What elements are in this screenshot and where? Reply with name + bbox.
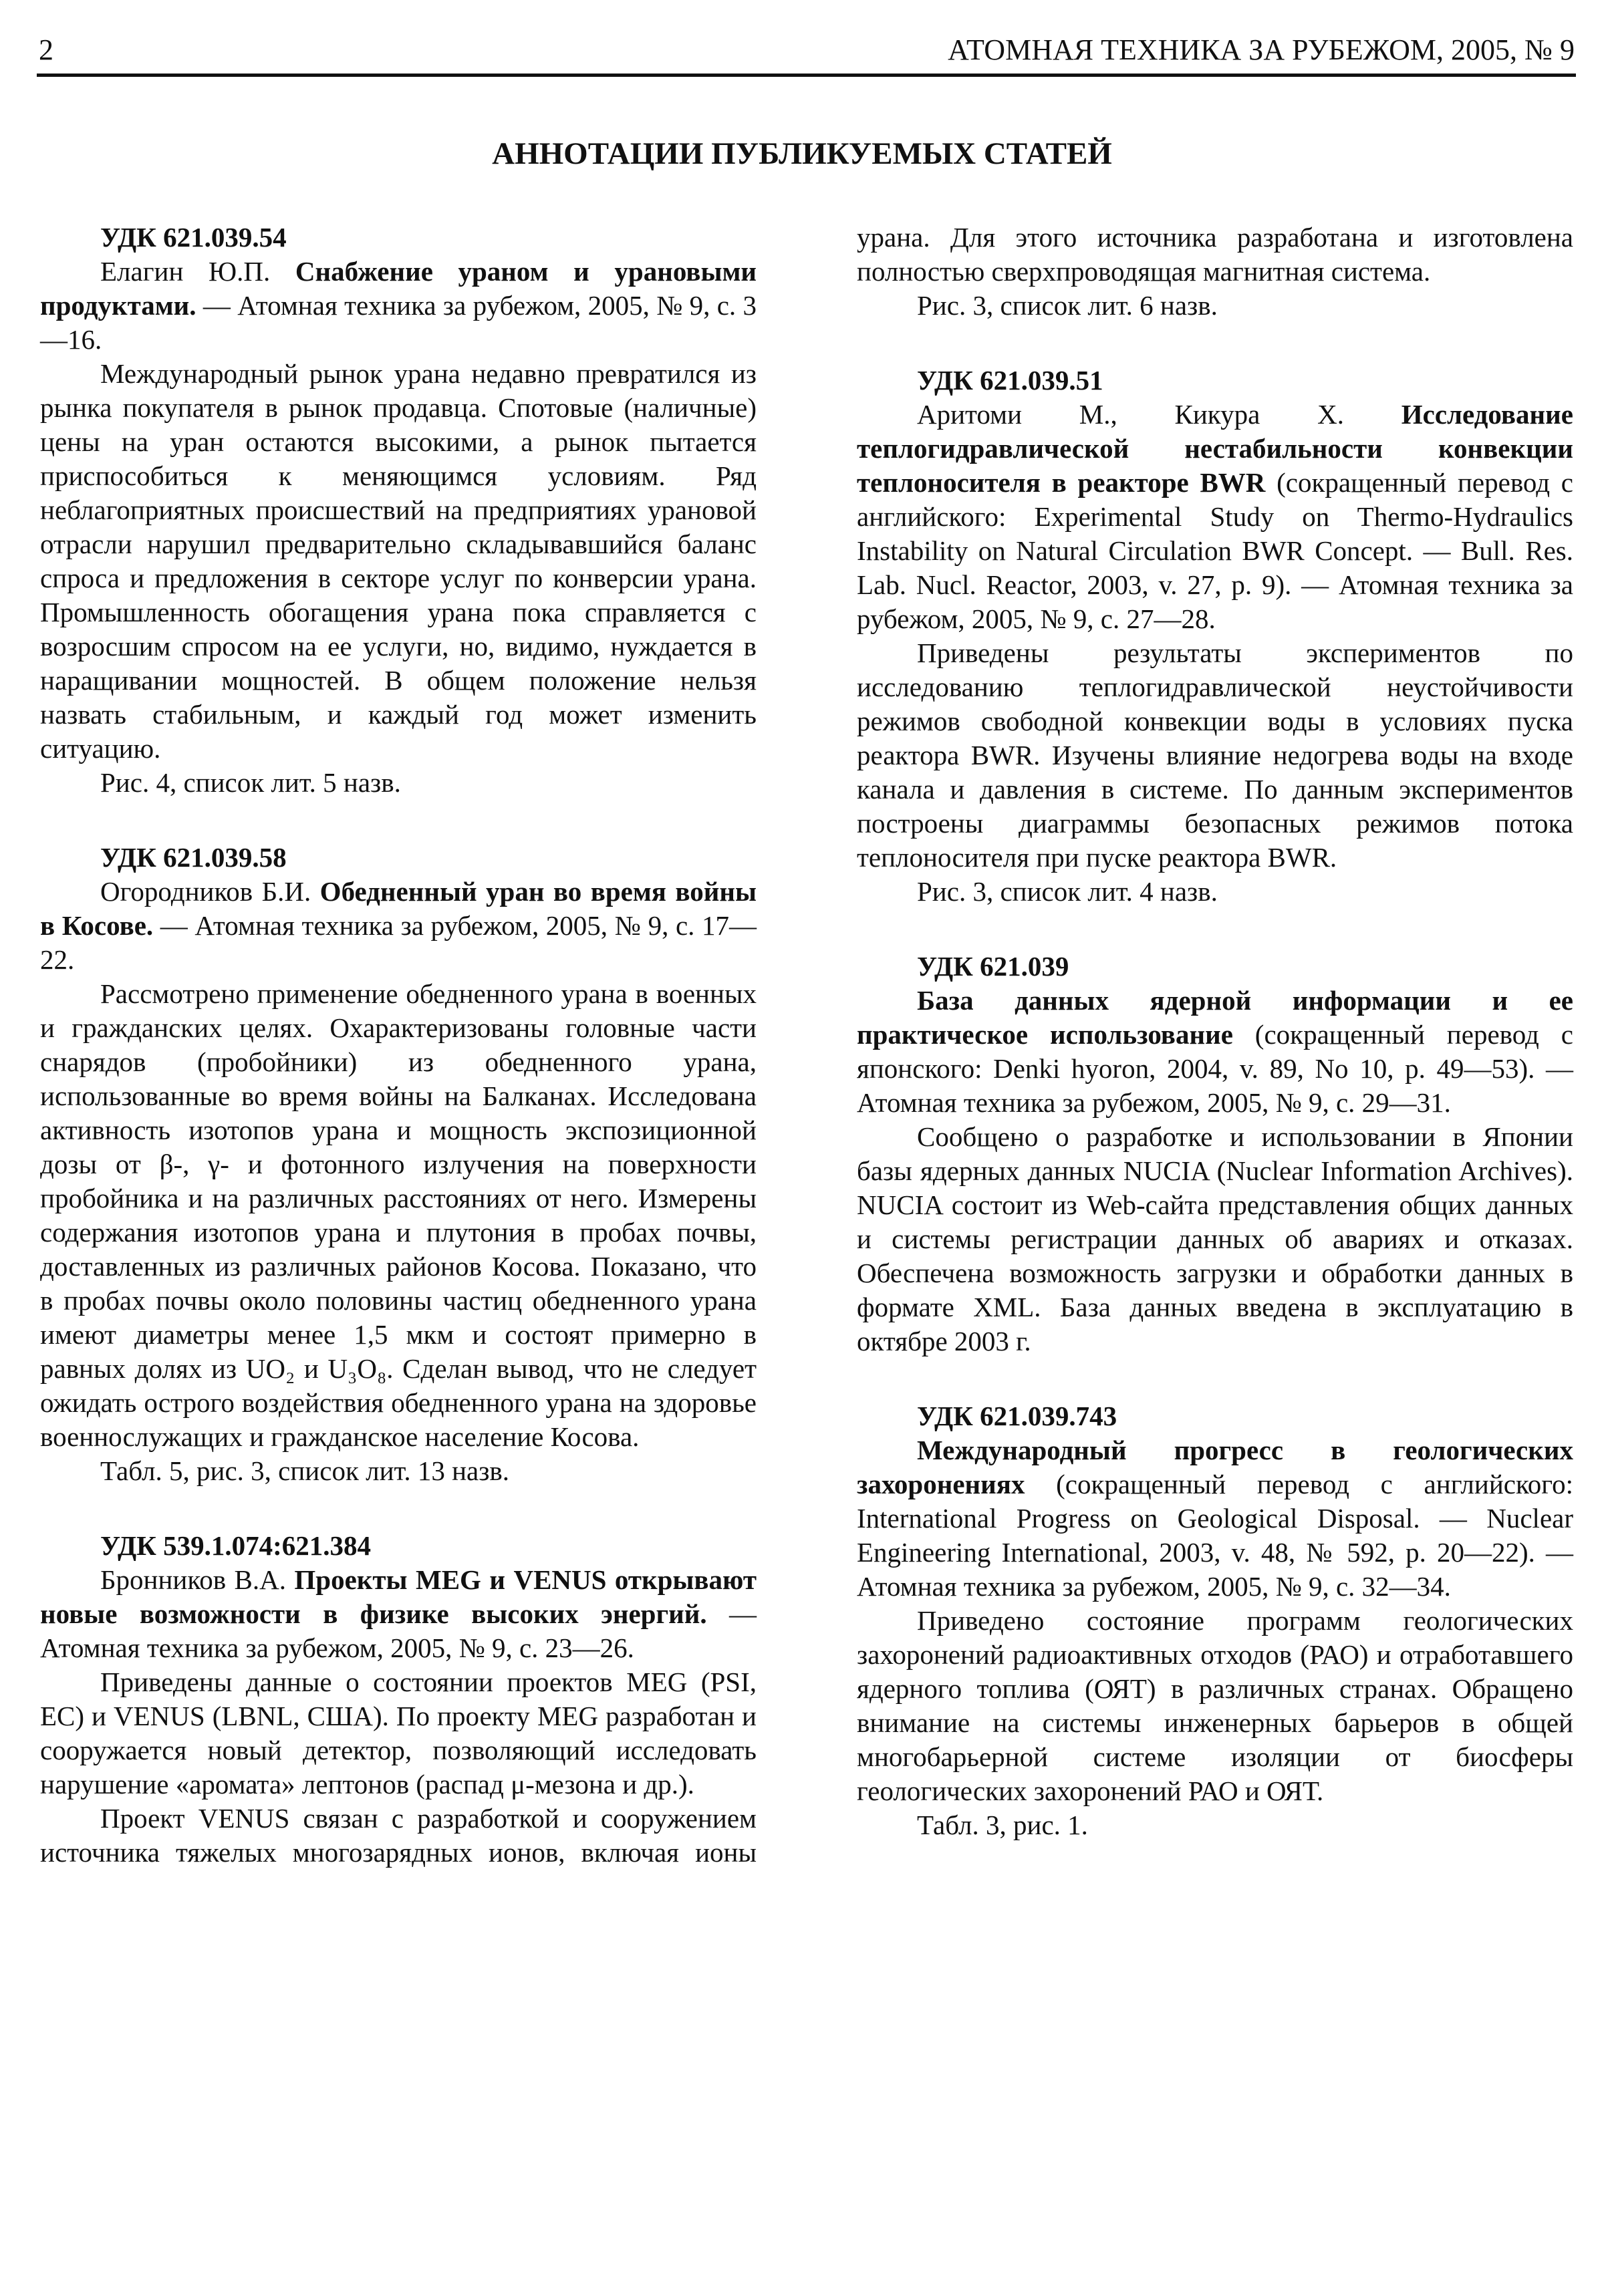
reference: (сокращенный перевод с японского: Denki hyoron, 2004, v. 89, No 10, p. 49—53). — Атомная техника за рубежом, 2005, № 9, с. 29—31.	[857, 1019, 1574, 1118]
abstract: Международный рынок урана недавно превратился из рынка покупателя в рынок продавца. Спотовые (наличные) цены на уран остаются высокими, а рынок пытается приспособиться к меняющимся условиям. Ряд неблагоприятных происшествий на предприятиях урановой отрасли нарушил предварительно складывавшийся баланс спроса и предложения в секторе услуг по конверсии урана. Промышленность обогащения урана пока справляется с возросшим спросом на ее услуги, но, видимо, нуждается в наращивании мощностей. В общем положение нельзя назвать стабильным, и каждый год может изменить ситуацию.	[40, 358, 757, 764]
footer-note: Табл. 5, рис. 3, список лит. 13 назв.	[100, 1455, 510, 1486]
footer-note: Рис. 3, список лит. 4 назв.	[917, 876, 1218, 907]
article-title: База данных ядерной информации и ее практическое использование	[857, 985, 1573, 1050]
abstract: Рассмотрено применение обедненного урана в военных и гражданских целях. Охарактеризованы головные части снарядов (пробойники) из обедненного урана, использованные во время войны на Балканах. Исследована активность изотопов урана и мощность экспозиционной дозы от β-, γ- и фотонного излучения на поверхности пробойника и на различных расстояниях от него. Измерены содержания изотопов урана и плутония в пробах почвы, доставленных из различных районов Косова. Показано, что в пробах почвы около половины частиц обедненного урана имеют диаметры менее 1,5 мкм и состоят примерно в равных долях из UO₂ и U₃O₈. Сделан вывод, что не следует ожидать острого воздействия обедненного урана на здоровье военнослужащих и гражданское население Косова.	[40, 978, 757, 1452]
abstract: Сообщено о разработке и использовании в Японии базы ядерных данных NUCIA (Nuclear Information Archives). NUCIA состоит из Web-сайта представления общих данных и системы регистрации данных об авариях и отказах. Обеспечена возможность загрузки и обработки данных в формате XML. База данных введена в эксплуатацию в октябре 2003 г.	[857, 1121, 1573, 1356]
article-3	[40, 1529, 757, 1870]
left-column	[40, 221, 757, 1910]
abstract: Приведены данные о состоянии проектов MEG (PSI, ЕС) и VENUS (LBNL, США). По проекту MEG разработан и сооружается новый детектор, позволяющий исследовать нарушение «аромата» лептонов (распад μ-мезона и др.).	[40, 1667, 757, 1800]
running-header: АТОМНАЯ ТЕХНИКА ЗА РУБЕЖОМ, 2005, № 9	[948, 33, 1575, 66]
article-title: Исследование теплогидравлической нестабильности конвекции теплоносителя в реакторе BWR	[857, 399, 1573, 498]
citation	[857, 398, 1573, 636]
author: Огородников Б.И.	[100, 876, 320, 907]
author: Бронников В.А.	[100, 1564, 295, 1595]
footer-note: Рис. 3, список лит. 6 назв.	[917, 290, 1218, 321]
article-6	[857, 1399, 1573, 1842]
article-5	[857, 950, 1573, 1358]
udk-code: УДК 621.039	[917, 951, 1069, 982]
udk-code: УДК 621.039.54	[100, 222, 287, 253]
article-3-continued	[857, 221, 1573, 323]
article-1	[40, 221, 757, 800]
udk-code: УДК 539.1.074:621.384	[100, 1530, 372, 1561]
header-rule	[37, 74, 1576, 77]
abstract: Проект VENUS связан с разработкой и сооружением источника тяжелых многозарядных ионов, включая ионы	[40, 1803, 757, 1868]
page-title: АННОТАЦИИ ПУБЛИКУЕМЫХ СТАТЕЙ	[492, 136, 1112, 171]
abstract-continued: урана. Для этого источника разработана и изготовлена полностью сверхпроводящая магнитная система.	[857, 222, 1573, 287]
article-4	[857, 364, 1573, 909]
citation	[857, 1433, 1573, 1604]
reference: — Атомная техника за рубежом, 2005, № 9, с. 3—16.	[40, 290, 757, 355]
abstract: Приведено состояние программ геологических захоронений радиоактивных отходов (РАО) и отработавшего ядерного топлива (ОЯТ) в различных странах. Обращено внимание на системы инженерных барьеров в общей многобарьерной системе изоляции от биосферы геологических захоронений РАО и ОЯТ.	[857, 1605, 1573, 1806]
udk-code: УДК 621.039.58	[100, 842, 287, 873]
article-2	[40, 841, 757, 1488]
citation	[40, 1563, 757, 1665]
author: Елагин Ю.П.	[100, 256, 295, 287]
reference: (сокращенный перевод с английского: International Progress on Geological Disposal. — Nuclear Engineering International, 2003, v. 48, № 592, p. 20—22). — Атомная техника за рубежом, 2005, № 9, с. 32—34.	[857, 1469, 1573, 1602]
reference: — Атомная техника за рубежом, 2005, № 9, с. 23—26.	[40, 1598, 757, 1663]
citation	[857, 984, 1573, 1120]
reference: (сокращенный перевод с английского: Experimental Study on Thermo-Hydraulics Instability on Natural Circulation BWR Concept. — Bull. Res. Lab. Nucl. Reactor, 2003, v. 27, p. 9). — Атомная техника за рубежом, 2005, № 9, с. 27—28.	[857, 467, 1573, 634]
page-number: 2	[39, 33, 53, 66]
article-title: Международный прогресс в геологических захоронениях	[857, 1435, 1573, 1499]
citation	[40, 255, 757, 357]
abstract: Приведены результаты экспериментов по исследованию теплогидравлической неустойчивости режимов свободной конвекции воды в условиях пуска реактора BWR. Изучены влияние недогрева воды на входе канала и давления в системе. По данным экспериментов построены диаграммы безопасных режимов потока теплоносителя при пуске реактора BWR.	[857, 637, 1573, 873]
right-column	[857, 221, 1573, 1883]
article-title: Проекты MEG и VENUS открывают новые возможности в физике высоких энергий.	[40, 1564, 757, 1629]
author: Аритоми М., Кикура Х.	[917, 399, 1401, 430]
citation	[40, 875, 757, 977]
udk-code: УДК 621.039.743	[917, 1401, 1117, 1431]
article-title: Снабжение ураном и урановыми продуктами.	[40, 256, 757, 321]
reference: — Атомная техника за рубежом, 2005, № 9, с. 17—22.	[40, 910, 757, 975]
footer-note: Табл. 3, рис. 1.	[917, 1810, 1088, 1840]
footer-note: Рис. 4, список лит. 5 назв.	[100, 767, 401, 798]
udk-code: УДК 621.039.51	[917, 365, 1103, 396]
article-title: Обедненный уран во время войны в Косове.	[40, 876, 757, 941]
